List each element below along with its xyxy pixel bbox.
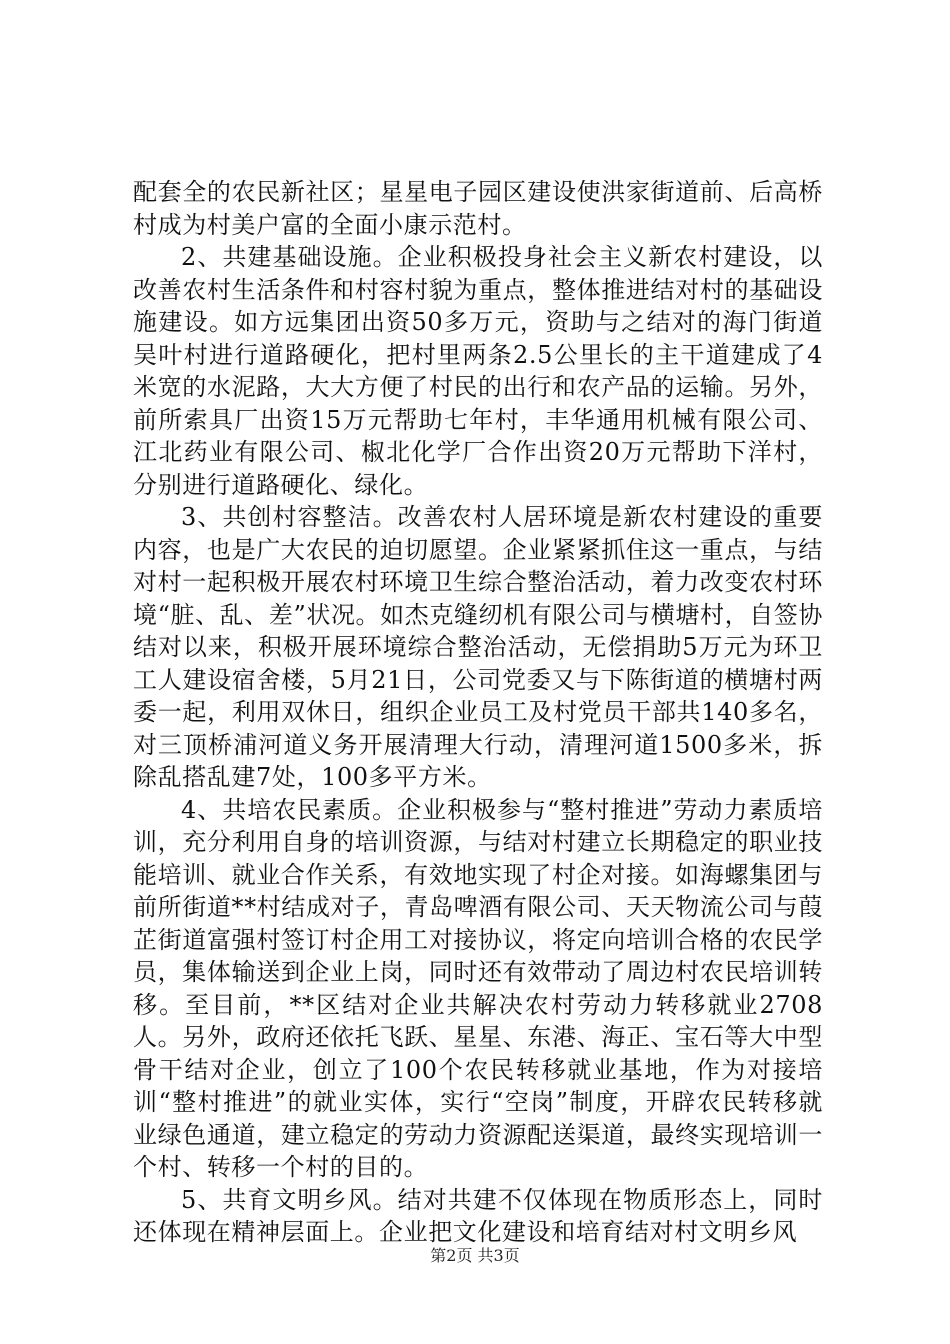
paragraph-farmer-training: 4、共培农民素质。企业积极参与“整村推进”劳动力素质培训，充分利用自身的培训资源，与结对村建立长期稳定的职业技能培训、就业合作关系，有效地实现了村企对接。如海螺集团与前所街道**村结成对子，青岛啤酒有限公司、天天物流公司与葭芷街道富强村签订村企用工对接协议，将定向培训合格的农民学员，集体输送到企业上岗，同时还有效带动了周边村农民培训转移。至目前，**区结对企业共解决农村劳动力转移就业2708人。另外，政府还依托飞跃、星星、东港、海正、宝石等大中型骨干结对企业，创立了100个农民转移就业基地，作为对接培训“整村推进”的就业实体，实行“空岗”制度，开辟农民转移就业绿色通道，建立稳定的劳动力资源配送渠道，最终实现培训一个村、转移一个村的目的。 [133, 795, 823, 1181]
page-number-footer: 第2页 共3页 [430, 1246, 520, 1265]
paragraph-continuation: 配套全的农民新社区；星星电子园区建设使洪家街道前、后高桥村成为村美户富的全面小康示范村。 [133, 178, 823, 239]
paragraph-civilization: 5、共育文明乡风。结对共建不仅体现在物质形态上，同时还体现在精神层面上。企业把文化建设和培育结对村文明乡风 [133, 1185, 823, 1246]
paragraph-infrastructure: 2、共建基础设施。企业积极投身社会主义新农村建设，以改善农村生活条件和村容村貌为重点，整体推进结对村的基础设施建设。如方远集团出资50多万元，资助与之结对的海门街道吴叶村进行道路硬化，把村里两条2.5公里长的主干道建成了4米宽的水泥路，大大方便了村民的出行和农产品的运输。另外，前所索具厂出资15万元帮助七年村，丰华通用机械有限公司、江北药业有限公司、椒北化学厂合作出资20万元帮助下洋村，分别进行道路硬化、绿化。 [133, 243, 823, 499]
document-body [133, 176, 823, 1249]
paragraph-village-environment: 3、共创村容整洁。改善农村人居环境是新农村建设的重要内容，也是广大农民的迫切愿望。企业紧紧抓住这一重点，与结对村一起积极开展农村环境卫生综合整治活动，着力改变农村环境“脏、乱、差”状况。如杰克缝纫机有限公司与横塘村，自签协结对以来，积极开展环境综合整治活动，无偿捐助5万元为环卫工人建设宿舍楼，5月21日，公司党委又与下陈街道的横塘村两委一起，利用双休日，组织企业员工及村党员干部共140多名，对三顶桥浦河道义务开展清理大行动，清理河道1500多米，拆除乱搭乱建7处，100多平方米。 [133, 503, 823, 791]
